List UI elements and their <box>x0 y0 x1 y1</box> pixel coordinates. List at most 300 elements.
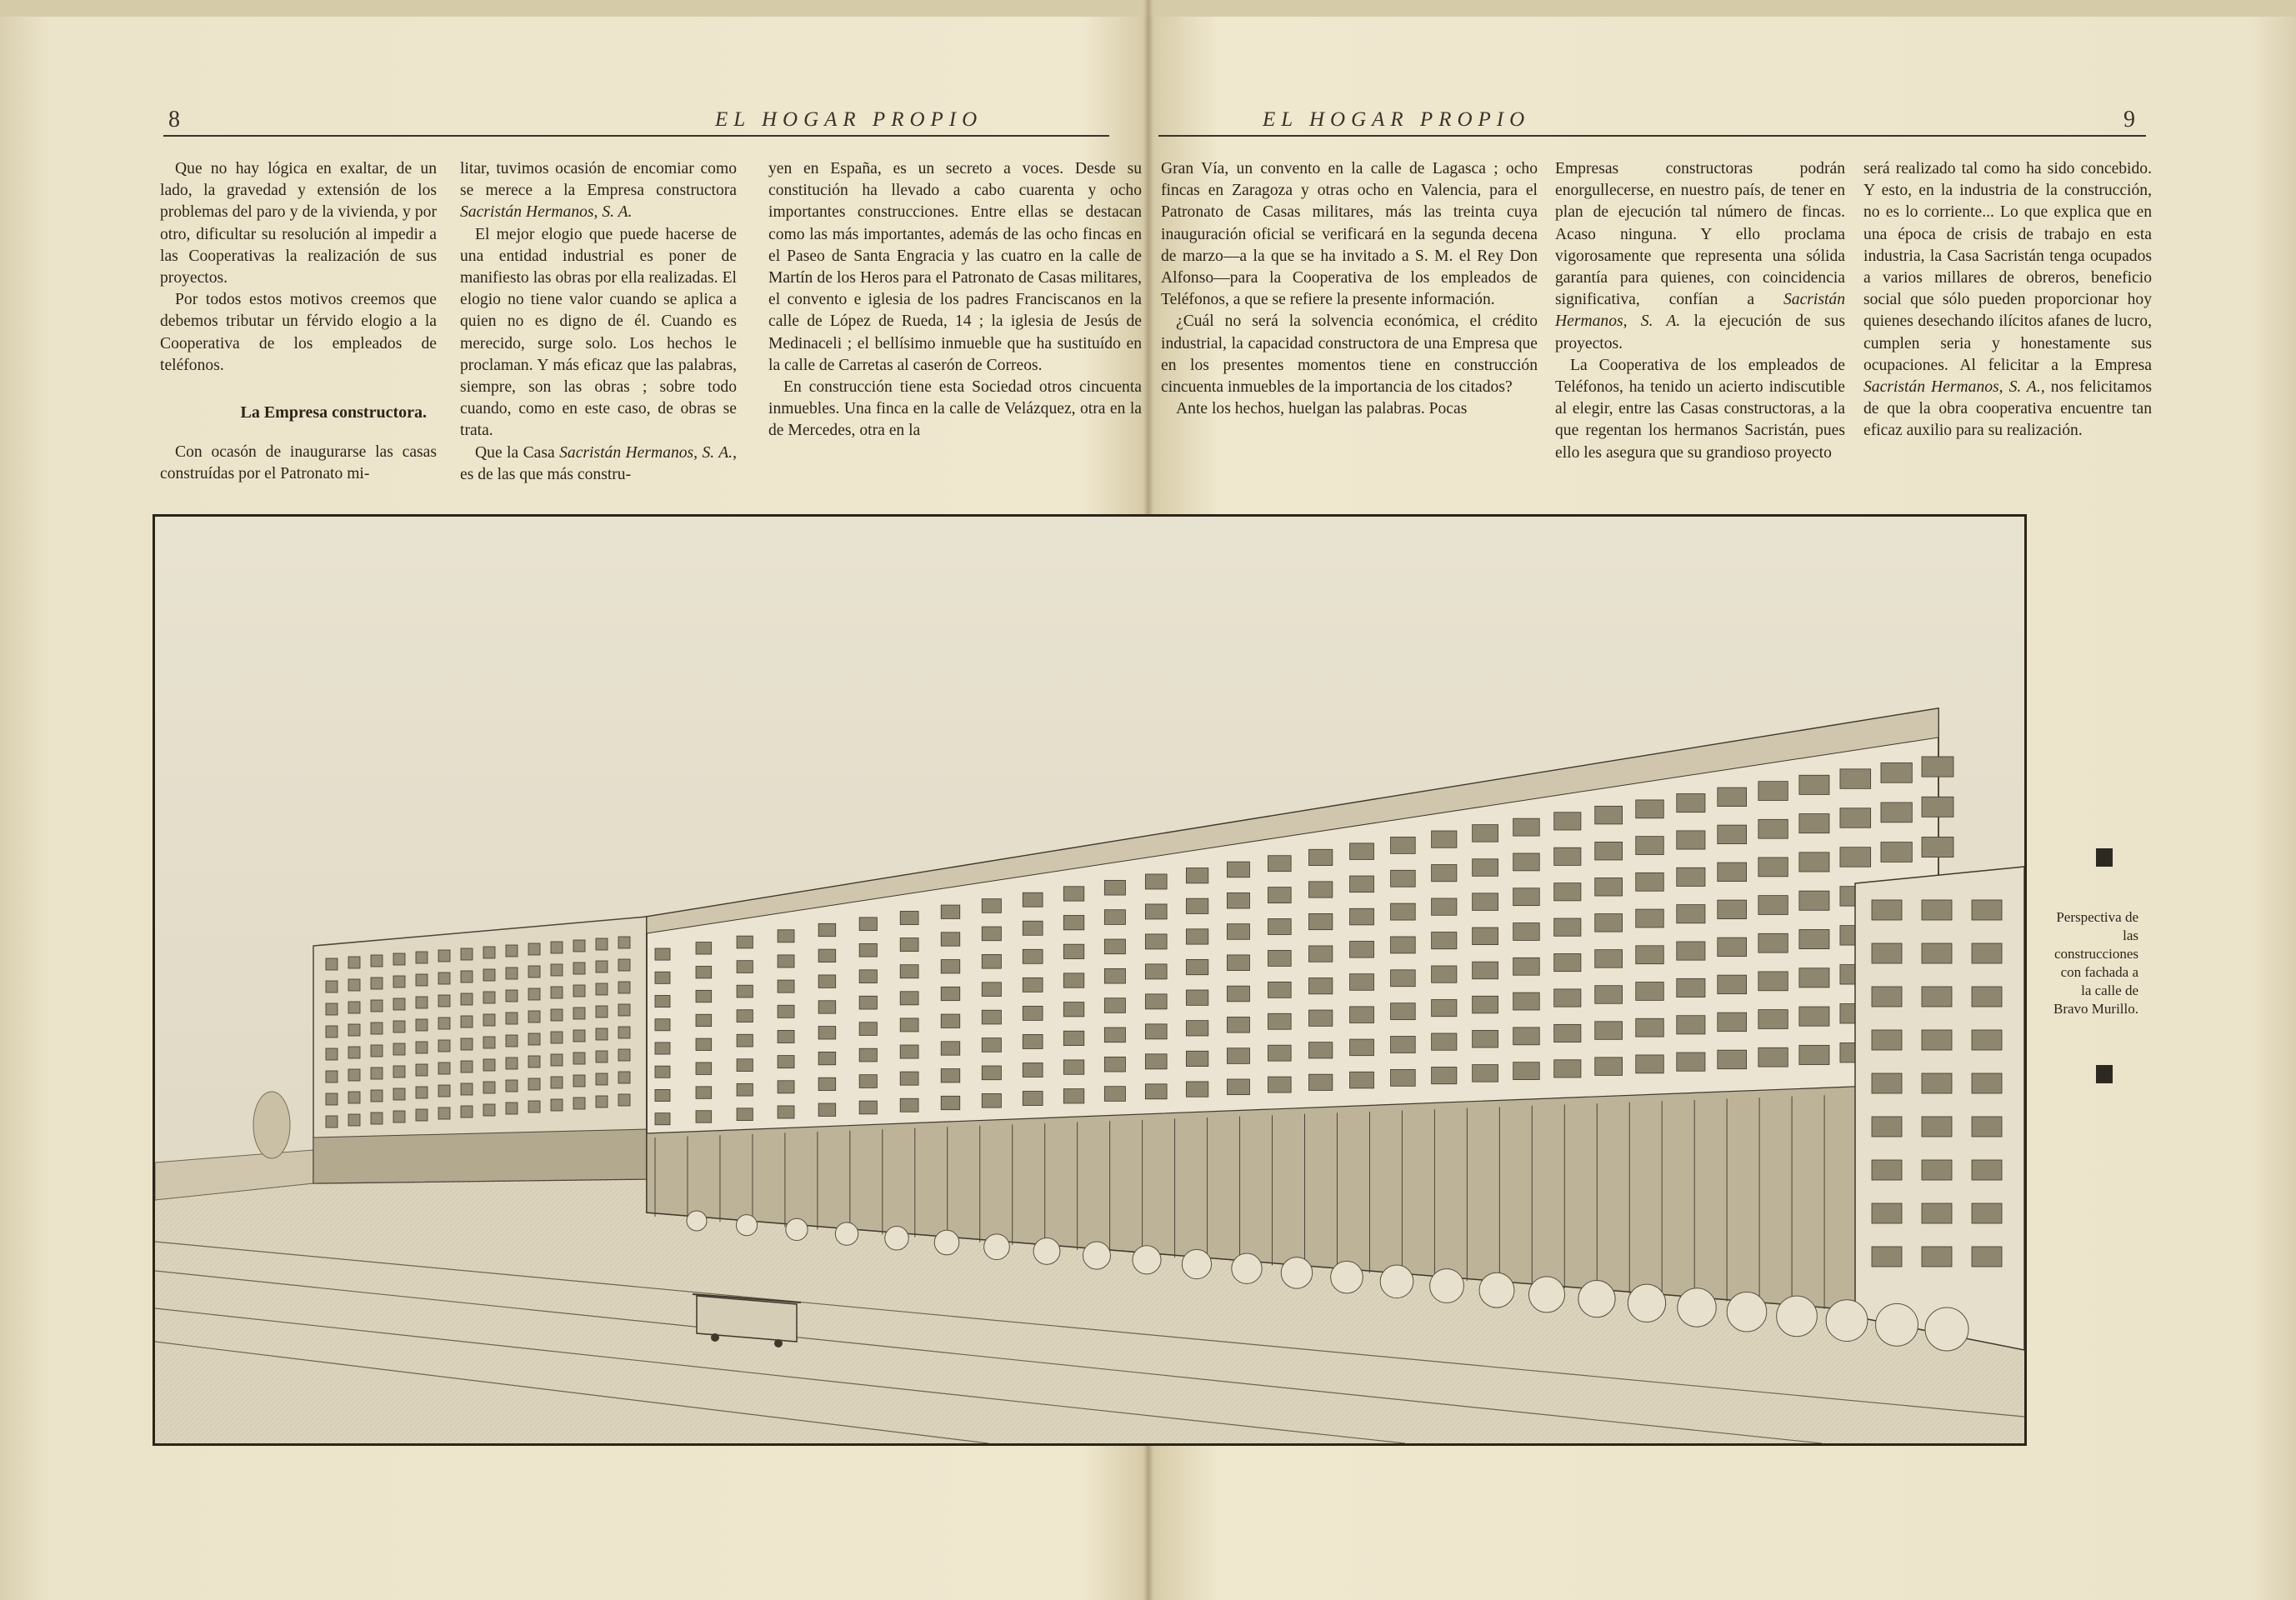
window <box>1718 862 1747 882</box>
window <box>1432 999 1457 1016</box>
window <box>506 1035 518 1047</box>
window <box>438 950 450 962</box>
text-run: , es de las que más constru- <box>460 443 737 483</box>
window <box>1432 831 1457 848</box>
window <box>1595 842 1623 860</box>
window <box>326 1071 338 1082</box>
window <box>461 948 473 960</box>
window <box>1636 982 1663 1001</box>
window <box>596 1006 608 1018</box>
window <box>1391 1069 1416 1086</box>
window <box>1922 1117 1952 1137</box>
window <box>393 1043 405 1055</box>
window <box>461 971 473 982</box>
window <box>1677 942 1705 960</box>
window <box>1145 1024 1167 1039</box>
text-column-1 <box>160 158 437 486</box>
window <box>1872 1203 1902 1223</box>
window <box>348 1002 360 1013</box>
window <box>1922 943 1952 963</box>
tree-icon <box>1083 1242 1111 1269</box>
window <box>1554 883 1581 901</box>
window <box>551 987 563 998</box>
section-heading: La Empresa constructora. <box>240 403 427 422</box>
window <box>982 954 1001 968</box>
header-rule-left <box>163 135 1109 137</box>
window <box>1922 1203 1952 1223</box>
window <box>1268 919 1291 935</box>
window <box>326 981 338 992</box>
window <box>1677 978 1705 997</box>
paragraph <box>460 442 737 486</box>
window <box>1872 1247 1902 1267</box>
tree-icon <box>885 1227 908 1250</box>
window <box>1758 782 1788 801</box>
window <box>1227 862 1249 878</box>
window <box>348 979 360 991</box>
window <box>1677 1052 1705 1071</box>
window <box>596 983 608 995</box>
window <box>696 966 712 978</box>
paragraph: ¿Cuál no será la solvencia económica, el crédito industrial, la capacidad constructora de una Empresa que en los presentes momentos tiene en construcción cincuenta inmuebles de la importancia de los citados? <box>1161 312 1538 397</box>
paragraph <box>460 158 737 224</box>
window <box>573 1008 585 1019</box>
window <box>596 1096 608 1108</box>
window <box>528 943 540 955</box>
window <box>483 1037 495 1048</box>
window <box>438 1085 450 1097</box>
window <box>1063 973 1083 988</box>
window <box>1350 1039 1374 1056</box>
tree-icon <box>1727 1292 1767 1332</box>
window <box>551 942 563 953</box>
window <box>941 1042 960 1055</box>
window <box>1227 955 1249 971</box>
window <box>1595 806 1623 824</box>
paragraph: El mejor elogio que puede hacerse de una entidad industrial es poner de manifiesto las obras por ella realizadas. El elogio no tiene valor cuando se aplica a quien no es digno de él. Cuando es merecido, surge solo. Los hechos le proclaman. Y más eficaz que las palabras, siempre, son las obras ; sobre todo cuando, como en este caso, de obras se trata. <box>460 225 737 440</box>
window <box>573 940 585 952</box>
window <box>1432 865 1457 882</box>
tree-icon <box>1182 1249 1211 1278</box>
window <box>941 932 960 946</box>
window <box>1718 938 1747 957</box>
window <box>696 1038 712 1050</box>
window <box>348 1092 360 1103</box>
window <box>1972 943 2002 963</box>
window <box>1972 1160 2002 1180</box>
window <box>348 957 360 968</box>
window <box>941 1069 960 1082</box>
tree-icon <box>984 1234 1010 1260</box>
window <box>900 992 918 1005</box>
window <box>655 1113 670 1125</box>
building-drawing <box>155 517 2024 1443</box>
window <box>461 993 473 1005</box>
window <box>1718 900 1747 919</box>
tree-icon <box>1528 1277 1564 1312</box>
window <box>1391 937 1416 953</box>
window <box>1554 1024 1581 1042</box>
window <box>461 1061 473 1072</box>
window <box>506 990 518 1002</box>
window <box>371 1045 383 1057</box>
window <box>1063 1089 1083 1103</box>
window <box>1391 870 1416 887</box>
window <box>326 1048 338 1060</box>
window <box>573 1030 585 1042</box>
window <box>618 1027 630 1038</box>
tree-icon <box>1876 1303 1918 1346</box>
window <box>1145 1054 1167 1069</box>
window <box>1554 812 1581 830</box>
paragraph: La Cooperativa de los empleados de Teléfonos, ha tenido un acierto indiscutible al elegir, entre las Casas constructoras, a la que regentan los hermanos Sacristán, pues ello les asegura que su grandioso proyecto <box>1555 356 1845 462</box>
window <box>438 1018 450 1029</box>
tree-icon <box>1232 1253 1262 1283</box>
window <box>1881 802 1912 822</box>
window <box>859 970 877 983</box>
window <box>1145 874 1167 889</box>
window <box>326 958 338 970</box>
tree-icon <box>1033 1238 1060 1264</box>
tree-icon <box>934 1230 959 1255</box>
paragraph: Ante los hechos, huelgan las palabras. Pocas <box>1176 400 1468 418</box>
window <box>982 899 1001 913</box>
window <box>778 955 794 968</box>
window <box>1023 1062 1043 1077</box>
window <box>859 996 877 1009</box>
window <box>528 1011 540 1022</box>
window <box>528 988 540 1000</box>
window <box>1513 923 1540 941</box>
window <box>696 1111 712 1122</box>
window <box>1023 978 1043 992</box>
window <box>1473 859 1498 877</box>
window <box>1227 1017 1249 1032</box>
window <box>1677 905 1705 923</box>
window <box>461 1106 473 1118</box>
window <box>416 1019 428 1031</box>
window <box>1872 987 1902 1007</box>
window <box>1473 1065 1498 1082</box>
tree-icon <box>1578 1281 1615 1318</box>
window <box>1268 1077 1291 1092</box>
paragraph <box>1863 158 2152 442</box>
window <box>1595 1058 1623 1076</box>
window <box>1268 888 1291 903</box>
window <box>1513 888 1540 906</box>
tree-icon <box>687 1211 707 1231</box>
window <box>1595 950 1623 968</box>
window <box>1350 843 1374 860</box>
window <box>1186 929 1208 944</box>
paragraph: yen en España, es un secreto a voces. Desde su constitución ha llevado a cabo cuarenta y ocho importantes construcciones. Entre ellas se destacan como las más importantes, además de las ocho fincas en el Paseo de Santa Engracia y las cuatro en la calle de Martín de los Heros para el Patronato de Casas militares, el convento e iglesia de los padres Franciscanos en la calle de López de Rueda, 14 ; la iglesia de Jesús de Medinaceli ; el bellísimo inmueble que ha sustituído en la calle de Carretas al caserón de Correos. <box>768 160 1142 374</box>
window <box>1350 941 1374 958</box>
window <box>483 947 495 958</box>
window <box>1922 1073 1952 1093</box>
window <box>818 1027 836 1039</box>
window <box>1799 1045 1829 1064</box>
window <box>818 949 836 962</box>
window <box>1513 853 1540 871</box>
window <box>551 1099 563 1111</box>
window <box>1677 1016 1705 1034</box>
window <box>1636 909 1663 928</box>
window <box>1758 896 1788 915</box>
window <box>1636 946 1663 964</box>
window <box>618 959 630 971</box>
window <box>1350 1072 1374 1088</box>
tree-icon <box>1331 1261 1363 1293</box>
running-head-right: EL HOGAR PROPIO <box>1263 108 1531 131</box>
tree-icon <box>1826 1300 1868 1342</box>
tree-icon <box>1133 1246 1161 1274</box>
text-column-5 <box>1555 158 1845 464</box>
window <box>818 1001 836 1013</box>
window <box>1350 1007 1374 1023</box>
window <box>1718 825 1747 844</box>
window <box>618 1004 630 1016</box>
window <box>655 1066 670 1078</box>
window <box>483 1014 495 1026</box>
window <box>1145 904 1167 919</box>
window <box>696 1014 712 1026</box>
window <box>1063 915 1083 929</box>
window <box>483 969 495 981</box>
window <box>1145 964 1167 979</box>
window <box>438 1040 450 1052</box>
window <box>551 1032 563 1043</box>
window <box>1350 876 1374 892</box>
window <box>1595 986 1623 1004</box>
window <box>1104 939 1125 954</box>
window <box>1023 1034 1043 1048</box>
window <box>1554 1060 1581 1078</box>
window <box>1309 1074 1333 1090</box>
window <box>1718 1050 1747 1069</box>
window <box>1513 1028 1540 1045</box>
window <box>618 1094 630 1106</box>
window <box>1309 1010 1333 1026</box>
window <box>1186 990 1208 1005</box>
window <box>1922 1030 1952 1050</box>
window <box>778 1056 794 1068</box>
window <box>778 1030 794 1042</box>
window <box>1881 762 1912 782</box>
company-name-italic: Sacristán Hermanos, S. A. <box>460 203 633 222</box>
window <box>1872 1073 1902 1093</box>
window <box>818 975 836 988</box>
window <box>551 964 563 976</box>
window <box>982 982 1001 997</box>
window <box>1104 1028 1125 1042</box>
window <box>1432 1067 1457 1083</box>
window <box>1063 887 1083 901</box>
window <box>1799 852 1829 872</box>
window <box>506 1102 518 1114</box>
window <box>900 1018 918 1032</box>
window <box>737 1083 753 1096</box>
window <box>528 1078 540 1090</box>
window <box>859 1101 877 1114</box>
window <box>1972 1247 2002 1267</box>
window <box>737 985 753 998</box>
window <box>371 955 383 967</box>
window <box>1145 1084 1167 1099</box>
page-number-right: 9 <box>2123 107 2135 132</box>
window <box>393 998 405 1010</box>
caption-marker-top <box>2096 848 2113 867</box>
window <box>326 1116 338 1128</box>
text-column-4 <box>1161 158 1538 420</box>
window <box>655 972 670 983</box>
window <box>506 1012 518 1024</box>
page-number-left: 8 <box>168 107 180 132</box>
window <box>982 1010 1001 1024</box>
window <box>1922 987 1952 1007</box>
window <box>1023 921 1043 935</box>
window <box>655 1089 670 1101</box>
window <box>1473 893 1498 911</box>
window <box>348 1114 360 1126</box>
window <box>900 1072 918 1085</box>
window <box>573 1075 585 1087</box>
window <box>1554 989 1581 1007</box>
window <box>1872 1160 1902 1180</box>
window <box>900 1098 918 1112</box>
window <box>1350 908 1374 925</box>
window <box>1718 975 1747 994</box>
window <box>1227 1048 1249 1064</box>
window <box>1595 878 1623 897</box>
window <box>371 1112 383 1124</box>
window <box>1636 1018 1663 1037</box>
window <box>461 1038 473 1050</box>
window <box>1104 968 1125 983</box>
window <box>1799 814 1829 833</box>
window <box>1023 949 1043 963</box>
window <box>348 1069 360 1081</box>
window <box>416 1109 428 1121</box>
window <box>1063 1060 1083 1074</box>
window <box>1513 818 1540 836</box>
window <box>618 937 630 948</box>
tree-icon <box>1777 1296 1818 1337</box>
window <box>1391 970 1416 987</box>
window <box>696 942 712 954</box>
window <box>528 966 540 978</box>
window <box>1473 928 1498 945</box>
window <box>1145 994 1167 1009</box>
window <box>573 962 585 974</box>
window <box>483 992 495 1003</box>
window <box>1309 946 1333 962</box>
window <box>1391 1003 1416 1020</box>
tree-icon <box>1628 1284 1665 1322</box>
window <box>1186 1082 1208 1097</box>
window <box>941 987 960 1000</box>
window <box>655 995 670 1007</box>
window <box>1473 962 1498 979</box>
window <box>859 943 877 957</box>
window <box>393 1066 405 1078</box>
window <box>371 1090 383 1102</box>
window <box>1758 858 1788 877</box>
window <box>416 974 428 986</box>
window <box>696 990 712 1002</box>
window <box>1677 868 1705 886</box>
window <box>1554 848 1581 865</box>
window <box>1513 1062 1540 1080</box>
window <box>1922 1247 1952 1267</box>
window <box>1595 1022 1623 1040</box>
architectural-perspective-illustration <box>153 514 2027 1446</box>
window <box>438 1108 450 1119</box>
window <box>859 1022 877 1036</box>
text-column-3 <box>768 158 1142 442</box>
window <box>1513 958 1540 975</box>
window <box>655 1042 670 1054</box>
window <box>859 918 877 931</box>
window <box>506 1080 518 1092</box>
text-run: litar, tuvimos ocasión de encomiar como se merece a la Empresa constructora <box>460 160 737 200</box>
window <box>528 1056 540 1068</box>
tree-icon <box>1281 1258 1312 1288</box>
window <box>416 1087 428 1098</box>
text-run: la ejecución de sus proyectos. <box>1555 312 1845 352</box>
window <box>573 1098 585 1109</box>
tree-icon <box>786 1218 808 1240</box>
window <box>1922 757 1953 777</box>
tree-icon <box>1430 1269 1464 1303</box>
window <box>1799 891 1829 910</box>
window <box>438 972 450 984</box>
window <box>1881 842 1912 862</box>
company-name-italic: Sacristán Hermanos, S. A. <box>1555 291 1845 331</box>
window <box>416 1064 428 1076</box>
window <box>371 1068 383 1079</box>
window <box>1104 910 1125 925</box>
window <box>900 1045 918 1058</box>
window <box>1268 982 1291 998</box>
window <box>1227 1079 1249 1095</box>
window <box>1677 794 1705 812</box>
window <box>900 911 918 924</box>
window <box>1758 972 1788 991</box>
window <box>573 985 585 997</box>
window <box>1186 868 1208 883</box>
window <box>655 1019 670 1031</box>
window <box>737 961 753 973</box>
window <box>1677 831 1705 849</box>
building-block-right <box>1855 867 2024 1350</box>
window <box>1718 1012 1747 1032</box>
window <box>859 1075 877 1088</box>
figure-caption: Perspectiva de las construcciones con fachada a la calle de Bravo Murillo. <box>2053 909 2138 1017</box>
window <box>1145 934 1167 949</box>
window <box>1268 856 1291 872</box>
window <box>1268 1045 1291 1061</box>
tree-icon <box>835 1222 858 1245</box>
window <box>1872 900 1902 920</box>
window <box>551 1009 563 1021</box>
window <box>1758 1048 1788 1067</box>
window <box>1309 978 1333 994</box>
window <box>900 938 918 952</box>
window <box>818 1103 836 1116</box>
window <box>371 1022 383 1034</box>
window <box>551 1054 563 1066</box>
text-run: , nos felicitamos de que la obra cooperativa encuentre tan eficaz auxilio para su realización. <box>1863 378 2153 440</box>
